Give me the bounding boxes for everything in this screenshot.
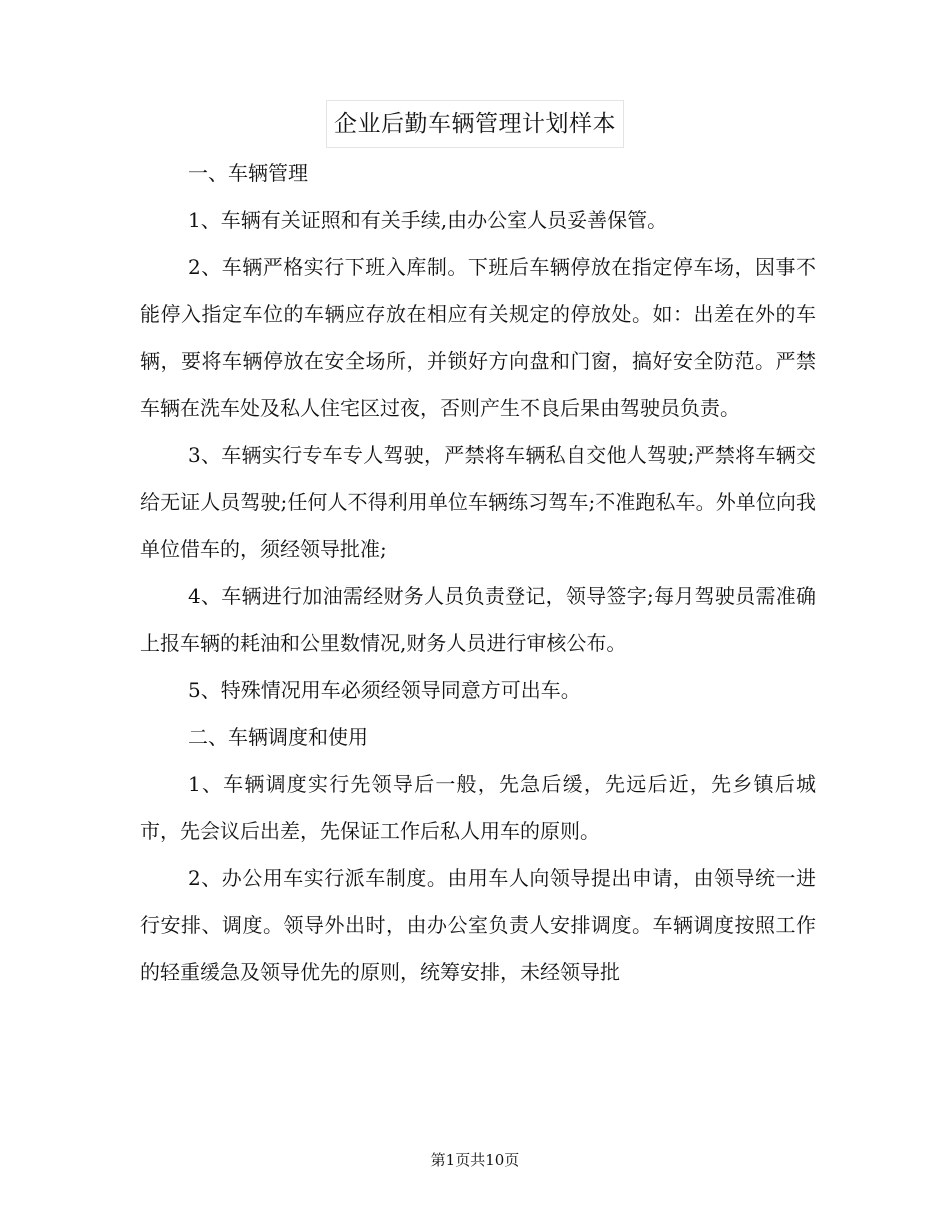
- document-title-box: [326, 100, 624, 148]
- document-body: [140, 150, 816, 996]
- section-heading-vehicle-management: 一、车辆管理: [188, 161, 308, 185]
- paragraph-2: 2、车辆严格实行下班入库制。下班后车辆停放在指定停车场，因事不能停入指定车位的车辆应存放在相应有关规定的停放处。如：出差在外的车辆，要将车辆停放在安全场所，并锁好方向盘和门窗，搞好安全防范。严禁车辆在洗车处及私人住宅区过夜，否则产生不良后果由驾驶员负责。: [140, 255, 816, 420]
- page-number-footer: 第1页共10页: [430, 1151, 520, 1169]
- paragraph-4: 4、车辆进行加油需经财务人员负责登记，领导签字;每月驾驶员需准确上报车辆的耗油和公里数情况,财务人员进行审核公布。: [140, 584, 816, 655]
- paragraph-1: 1、车辆有关证照和有关手续,由办公室人员妥善保管。: [188, 208, 668, 232]
- paragraph-6: 1、车辆调度实行先领导后一般，先急后缓，先远后近，先乡镇后城市，先会议后出差，先保证工作后私人用车的原则。: [140, 772, 816, 843]
- document-title: 企业后勤车辆管理计划样本: [334, 110, 616, 137]
- paragraph-7: 2、办公用车实行派车制度。由用车人向领导提出申请，由领导统一进行安排、调度。领导外出时，由办公室负责人安排调度。车辆调度按照工作的轻重缓急及领导优先的原则，统筹安排，未经领导批: [140, 866, 816, 984]
- paragraph-3: 3、车辆实行专车专人驾驶，严禁将车辆私自交他人驾驶;严禁将车辆交给无证人员驾驶;任何人不得利用单位车辆练习驾车;不准跑私车。外单位向我单位借车的，须经领导批准;: [140, 443, 816, 561]
- paragraph-5: 5、特殊情况用车必须经领导同意方可出车。: [188, 678, 581, 702]
- section-heading-dispatch-use: 二、车辆调度和使用: [188, 725, 368, 749]
